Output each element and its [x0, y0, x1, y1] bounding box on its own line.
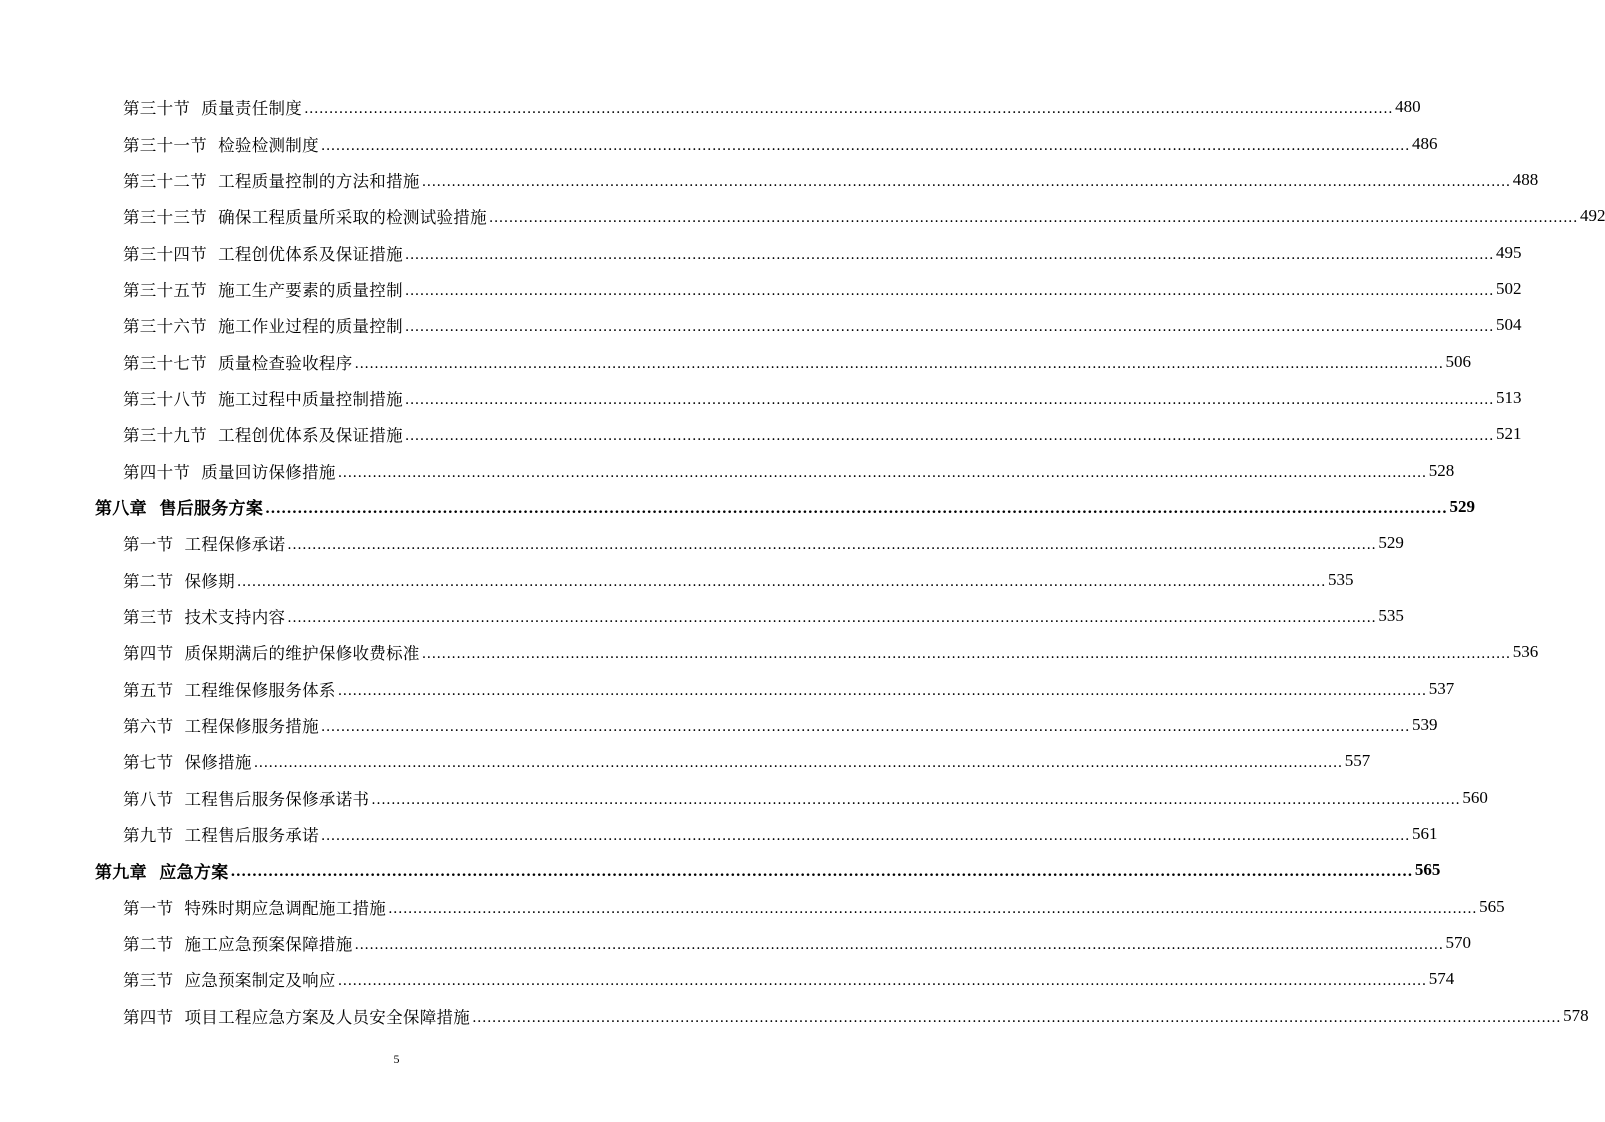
toc-section-entry[interactable]	[0, 671, 1455, 707]
toc-entry-title: 第三十二节 工程质量控制的方法和措施	[123, 171, 420, 191]
toc-section-entry[interactable]	[0, 743, 1371, 779]
toc-entry-page: 529	[1449, 496, 1475, 516]
toc-entry-page: 557	[1344, 751, 1371, 771]
toc-entry-title: 第三十五节 施工生产要素的质量控制	[123, 280, 403, 300]
toc-entry-title: 第七节 保修措施	[123, 753, 252, 773]
dot-leader: ............................................................................................................................................................................................................................	[421, 646, 1511, 663]
toc-entry-page: 528	[1428, 460, 1455, 480]
toc-entry-page: 504	[1495, 315, 1522, 335]
toc-section-entry[interactable]	[0, 634, 1539, 670]
dot-leader: ............................................................................................................................................................................................................................	[371, 791, 1461, 808]
toc-entry-page: 565	[1414, 860, 1441, 880]
dot-leader: ............................................................................................................................................................................................................................	[253, 755, 1343, 772]
toc-section-entry[interactable]	[0, 816, 1438, 852]
toc-entry-title: 第九节 工程售后服务承诺	[123, 826, 319, 846]
toc-entry-title: 第五节 工程维保修服务体系	[123, 680, 336, 700]
toc-section-entry[interactable]	[0, 89, 1421, 125]
dot-leader: ............................................................................................................................................................................................................................	[404, 282, 1494, 299]
toc-entry-title: 第三十八节 施工过程中质量控制措施	[123, 389, 403, 409]
page-number: 5	[393, 1052, 400, 1066]
toc-section-entry[interactable]	[0, 780, 1488, 816]
toc-entry-title: 第九章 应急方案	[95, 862, 229, 883]
toc-entry-title: 第三十四节 工程创优体系及保证措施	[123, 244, 403, 264]
toc-entry-page: 529	[1378, 533, 1404, 553]
toc-entry-title: 第一节 工程保修承诺	[123, 535, 286, 555]
dot-leader: ............................................................................................................................................................................................................................	[404, 428, 1494, 445]
toc-entry-page: 535	[1378, 605, 1404, 625]
toc-entry-page: 495	[1495, 242, 1522, 262]
toc-section-entry[interactable]	[0, 162, 1539, 198]
toc-entry-title: 第三十九节 工程创优体系及保证措施	[123, 426, 403, 446]
toc-section-entry[interactable]	[0, 707, 1438, 743]
toc-entry-title: 第四节 质保期满后的维护保修收费标准	[123, 644, 420, 664]
dot-leader: ............................................................................................................................................................................................................................	[287, 609, 1377, 626]
toc-section-entry[interactable]	[0, 525, 1404, 561]
toc-chapter-entry[interactable]	[0, 489, 1475, 525]
dot-leader: ............................................................................................................................................................................................................................	[320, 137, 1410, 154]
toc-entry-title: 第三节 技术支持内容	[123, 607, 286, 627]
toc-entry-page: 574	[1428, 969, 1455, 989]
toc-entry-title: 第六节 工程保修服务措施	[123, 717, 319, 737]
toc-entry-title: 第二节 施工应急预案保障措施	[123, 935, 353, 955]
toc-chapter-entry[interactable]	[0, 852, 1441, 888]
toc-entry-page: 513	[1495, 387, 1522, 407]
dot-leader: ............................................................................................................................................................................................................................	[404, 319, 1494, 336]
toc-entry-title: 第二节 保修期	[123, 571, 235, 591]
dot-leader: ............................................................................................................................................................................................................................	[488, 210, 1578, 227]
toc-entry-title: 第三十三节 确保工程质量所采取的检测试验措施	[123, 208, 487, 228]
toc-entry-page: 565	[1479, 896, 1505, 916]
toc-entry-title: 第四节 项目工程应急方案及人员安全保障措施	[123, 1007, 471, 1027]
toc-section-entry[interactable]	[0, 307, 1522, 343]
dot-leader: ............................................................................................................................................................................................................................	[354, 937, 1444, 954]
toc-entry-page: 488	[1512, 169, 1539, 189]
toc-entry-page: 537	[1428, 678, 1455, 698]
toc-section-entry[interactable]	[0, 889, 1505, 925]
toc-entry-page: 535	[1327, 569, 1354, 589]
dot-leader: ............................................................................................................................................................................................................................	[304, 101, 1394, 118]
dot-leader: ............................................................................................................................................................................................................................	[337, 973, 1427, 990]
toc-entry-page: 521	[1495, 424, 1522, 444]
toc-section-entry[interactable]	[0, 380, 1522, 416]
toc-entry-title: 第三十一节 检验检测制度	[123, 135, 319, 155]
toc-section-entry[interactable]	[0, 416, 1522, 452]
dot-leader: ............................................................................................................................................................................................................................	[404, 246, 1494, 263]
toc-entry-page: 539	[1411, 715, 1438, 735]
toc-entry-title: 第三十六节 施工作业过程的质量控制	[123, 317, 403, 337]
toc-entry-page: 536	[1512, 642, 1539, 662]
dot-leader: ............................................................................................................................................................................................................................	[388, 900, 1478, 917]
toc-entry-page: 486	[1411, 133, 1438, 153]
toc-section-entry[interactable]	[0, 561, 1354, 597]
dot-leader: ............................................................................................................................................................................................................................	[337, 682, 1427, 699]
dot-leader: ............................................................................................................................................................................................................................	[421, 173, 1511, 190]
toc-section-entry[interactable]	[0, 598, 1404, 634]
toc-entry-title: 第一节 特殊时期应急调配施工措施	[123, 898, 387, 918]
table-of-contents	[0, 89, 1605, 1034]
dot-leader: ............................................................................................................................................................................................................................	[320, 719, 1410, 736]
toc-entry-page: 570	[1445, 933, 1472, 953]
toc-section-entry[interactable]	[0, 198, 1605, 234]
dot-leader: ............................................................................................................................................................................................................................	[337, 464, 1427, 481]
toc-section-entry[interactable]	[0, 925, 1472, 961]
toc-entry-page: 561	[1411, 824, 1438, 844]
dot-leader: ............................................................................................................................................................................................................................	[236, 573, 1326, 590]
toc-entry-title: 第三十节 质量责任制度	[123, 99, 303, 119]
toc-section-entry[interactable]	[0, 452, 1455, 488]
toc-entry-title: 第八节 工程售后服务保修承诺书	[123, 789, 370, 809]
toc-entry-title: 第八章 售后服务方案	[95, 499, 264, 520]
toc-section-entry[interactable]	[0, 125, 1438, 161]
toc-entry-page: 480	[1395, 97, 1421, 117]
dot-leader: ............................................................................................................................................................................................................................	[320, 828, 1410, 845]
dot-leader: ............................................................................................................................................................................................................................	[404, 391, 1494, 408]
toc-section-entry[interactable]	[0, 343, 1472, 379]
toc-entry-page: 502	[1495, 278, 1522, 298]
toc-entry-page: 560	[1462, 787, 1488, 807]
toc-section-entry[interactable]	[0, 998, 1589, 1034]
dot-leader: ............................................................................................................................................................................................................................	[354, 355, 1444, 372]
toc-section-entry[interactable]	[0, 961, 1455, 997]
dot-leader: ............................................................................................................................................................................................................................	[472, 1009, 1562, 1026]
toc-section-entry[interactable]	[0, 234, 1522, 270]
toc-section-entry[interactable]	[0, 271, 1522, 307]
toc-entry-page: 492	[1579, 206, 1605, 226]
dot-leader: ............................................................................................................................................................................................................................	[287, 537, 1377, 554]
toc-entry-page: 578	[1563, 1005, 1589, 1025]
toc-entry-title: 第三节 应急预案制定及响应	[123, 971, 336, 991]
toc-entry-page: 506	[1445, 351, 1472, 371]
dot-leader: ............................................................................................................................................................................................................................	[265, 500, 1448, 517]
toc-entry-title: 第三十七节 质量检查验收程序	[123, 353, 353, 373]
toc-entry-title: 第四十节 质量回访保修措施	[123, 462, 336, 482]
dot-leader: ............................................................................................................................................................................................................................	[230, 864, 1413, 881]
